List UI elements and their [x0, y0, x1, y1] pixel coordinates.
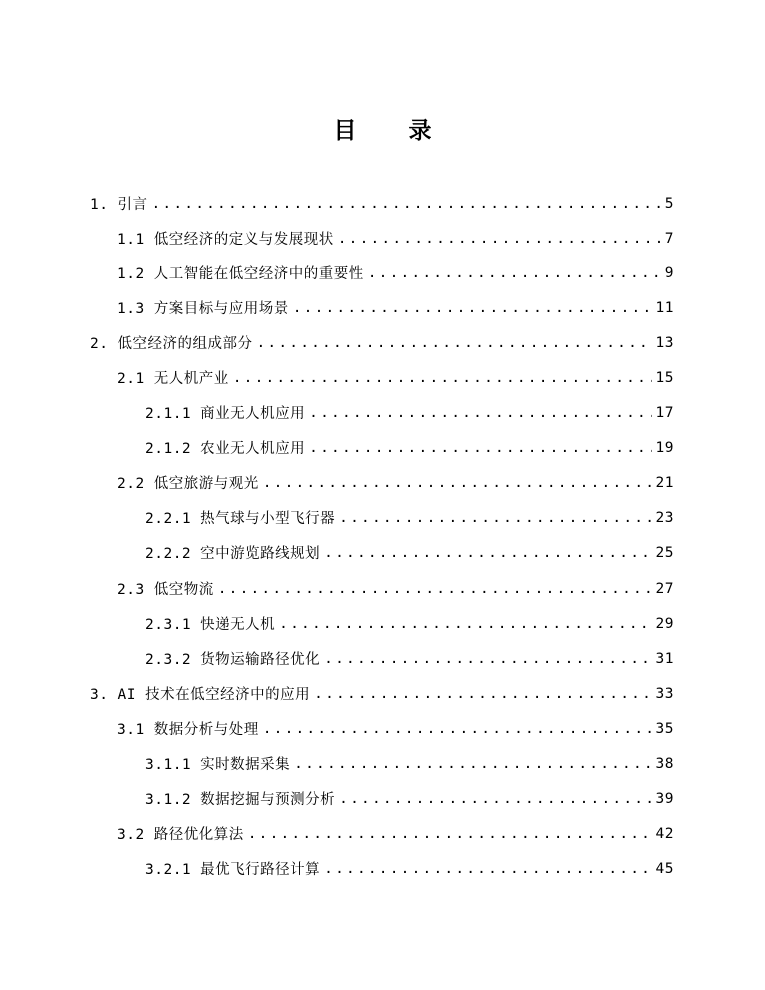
toc-entry[interactable]: [145, 395, 674, 430]
toc-leader-dots: [279, 616, 651, 632]
toc-entry-page-number: 25: [655, 544, 674, 561]
toc-entry-page-number: 45: [655, 860, 674, 877]
toc-entry-page-number: 38: [655, 755, 674, 772]
toc-entry-label: [117, 228, 334, 249]
toc-entry-label: [90, 683, 310, 704]
toc-entry-text: 热气球与小型飞行器: [200, 511, 336, 527]
toc-entry[interactable]: [117, 816, 674, 851]
toc-entry-number: 1.: [90, 197, 109, 213]
toc-entry-number: 2.: [90, 336, 109, 352]
title-char-2: 录: [408, 118, 432, 144]
toc-entry-page-number: 23: [655, 509, 674, 526]
toc-entry-number: 1.3: [117, 301, 145, 317]
toc-entry-page-number: 13: [655, 334, 674, 351]
toc-entry[interactable]: [117, 290, 674, 325]
toc-entry-text: 商业无人机应用: [200, 406, 306, 422]
toc-entry-label: [145, 753, 290, 774]
toc-entry-number: 3.2: [117, 827, 145, 843]
toc-entry-page-number: 5: [664, 195, 674, 212]
toc-entry-number: 3.1: [117, 722, 145, 738]
toc-entry-page-number: 31: [655, 650, 674, 667]
toc-leader-dots: [324, 651, 651, 667]
toc-entry-label: [145, 648, 320, 669]
toc-entry[interactable]: [145, 851, 674, 886]
toc-leader-dots: [314, 686, 651, 702]
toc-entry-number: 2.2.2: [145, 546, 192, 562]
toc-entry-text: 低空经济的定义与发展现状: [153, 232, 334, 248]
toc-leader-dots: [294, 756, 651, 772]
toc-entry-number: 2.2: [117, 476, 145, 492]
toc-entry-text: 方案目标与应用场景: [153, 301, 289, 317]
toc-leader-dots: [233, 370, 652, 386]
toc-entry[interactable]: [117, 360, 674, 395]
toc-entry-label: [90, 332, 252, 353]
toc-entry-number: 3.2.1: [145, 862, 192, 878]
toc-entry-label: [145, 402, 305, 423]
toc-entry-page-number: 19: [655, 439, 674, 456]
toc-entry[interactable]: [90, 325, 674, 360]
toc-entry[interactable]: [117, 465, 674, 500]
toc-entry-label: [145, 858, 320, 879]
toc-entry-label: [117, 578, 214, 599]
toc-entry-label: [117, 262, 364, 283]
toc-entry-text: 货物运输路径优化: [200, 652, 321, 668]
toc-leader-dots: [309, 440, 651, 456]
toc-leader-dots: [248, 826, 652, 842]
toc-entry-number: 3.1.1: [145, 757, 192, 773]
toc-entry-number: 2.2.1: [145, 511, 192, 527]
toc-entry[interactable]: [117, 221, 674, 256]
toc-entry[interactable]: [117, 711, 674, 746]
toc-entry-label: [90, 193, 147, 214]
toc-leader-dots: [263, 721, 652, 737]
toc-entry-text: 农业无人机应用: [200, 441, 306, 457]
toc-entry[interactable]: [90, 186, 674, 221]
toc-entry-number: 1.1: [117, 232, 145, 248]
toc-entry-text: 低空物流: [153, 582, 214, 598]
toc-entry[interactable]: [117, 255, 674, 290]
toc-entry-text: 空中游览路线规划: [200, 546, 321, 562]
toc-entry-number: 2.1.1: [145, 406, 192, 422]
toc-leader-dots: [368, 265, 661, 281]
toc-entry-label: [145, 542, 320, 563]
toc-entry-page-number: 27: [655, 580, 674, 597]
toc-leader-dots: [338, 231, 661, 247]
toc-entry[interactable]: [90, 676, 674, 711]
toc-entry-number: 1.2: [117, 266, 145, 282]
toc-entry-text: 低空旅游与观光: [153, 476, 259, 492]
toc-entry-text: 路径优化算法: [153, 827, 244, 843]
toc-entry-page-number: 39: [655, 790, 674, 807]
toc-entry[interactable]: [145, 781, 674, 816]
toc-entry-text: 数据分析与处理: [153, 722, 259, 738]
toc-entry-text: 人工智能在低空经济中的重要性: [153, 266, 364, 282]
toc-entry-page-number: 29: [655, 615, 674, 632]
toc-entry-label: [117, 718, 259, 739]
toc-entry-label: [117, 297, 289, 318]
toc-entry-number: 2.3: [117, 582, 145, 598]
toc-leader-dots: [263, 475, 652, 491]
toc-entry-label: [145, 437, 305, 458]
toc-entry-page-number: 42: [655, 825, 674, 842]
toc-entry[interactable]: [145, 430, 674, 465]
toc-entry[interactable]: [145, 500, 674, 535]
toc-entry-number: 2.1: [117, 371, 145, 387]
toc-entry-number: 3.: [90, 687, 109, 703]
toc-entry-label: [117, 472, 259, 493]
toc-entry-page-number: 11: [655, 299, 674, 316]
toc-leader-dots: [151, 196, 660, 212]
toc-entry-page-number: 21: [655, 474, 674, 491]
toc-entry-text: 低空经济的组成部分: [117, 336, 253, 352]
toc-entry[interactable]: [145, 746, 674, 781]
toc-entry-page-number: 9: [664, 264, 674, 281]
toc-leader-dots: [324, 861, 651, 877]
toc-entry[interactable]: [145, 535, 674, 570]
toc-leader-dots: [339, 510, 651, 526]
toc-entry-number: 3.1.2: [145, 792, 192, 808]
toc-entry-label: [117, 823, 244, 844]
toc-entry-label: [117, 367, 229, 388]
title-char-1: 目: [333, 118, 357, 144]
toc-entry-text: 实时数据采集: [200, 757, 291, 773]
toc-leader-dots: [309, 405, 651, 421]
toc-entry-label: [145, 788, 335, 809]
toc-entry-label: [145, 507, 335, 528]
toc-entry-number: 2.3.1: [145, 617, 192, 633]
page-title: [0, 112, 765, 145]
toc-entry-page-number: 17: [655, 404, 674, 421]
toc-entry[interactable]: [145, 606, 674, 641]
toc-leader-dots: [339, 791, 651, 807]
toc-entry-page-number: 15: [655, 369, 674, 386]
toc-entry-text: 最优飞行路径计算: [200, 862, 321, 878]
toc-entry-text: AI 技术在低空经济中的应用: [117, 687, 311, 703]
toc-leader-dots: [324, 545, 651, 561]
toc-entry-number: 2.1.2: [145, 441, 192, 457]
toc-entry-page-number: 33: [655, 685, 674, 702]
toc-entry[interactable]: [145, 641, 674, 676]
toc-entry-text: 无人机产业: [153, 371, 229, 387]
toc-leader-dots: [256, 335, 651, 351]
toc-entry-label: [145, 613, 275, 634]
toc-entry-text: 引言: [117, 197, 148, 213]
toc-entry-page-number: 35: [655, 720, 674, 737]
toc-entry-text: 快递无人机: [200, 617, 276, 633]
toc-entry[interactable]: [117, 571, 674, 606]
toc-leader-dots: [293, 300, 652, 316]
toc-entry-page-number: 7: [664, 230, 674, 247]
toc-entry-text: 数据挖掘与预测分析: [200, 792, 336, 808]
toc-leader-dots: [218, 581, 652, 597]
toc-entry-number: 2.3.2: [145, 652, 192, 668]
